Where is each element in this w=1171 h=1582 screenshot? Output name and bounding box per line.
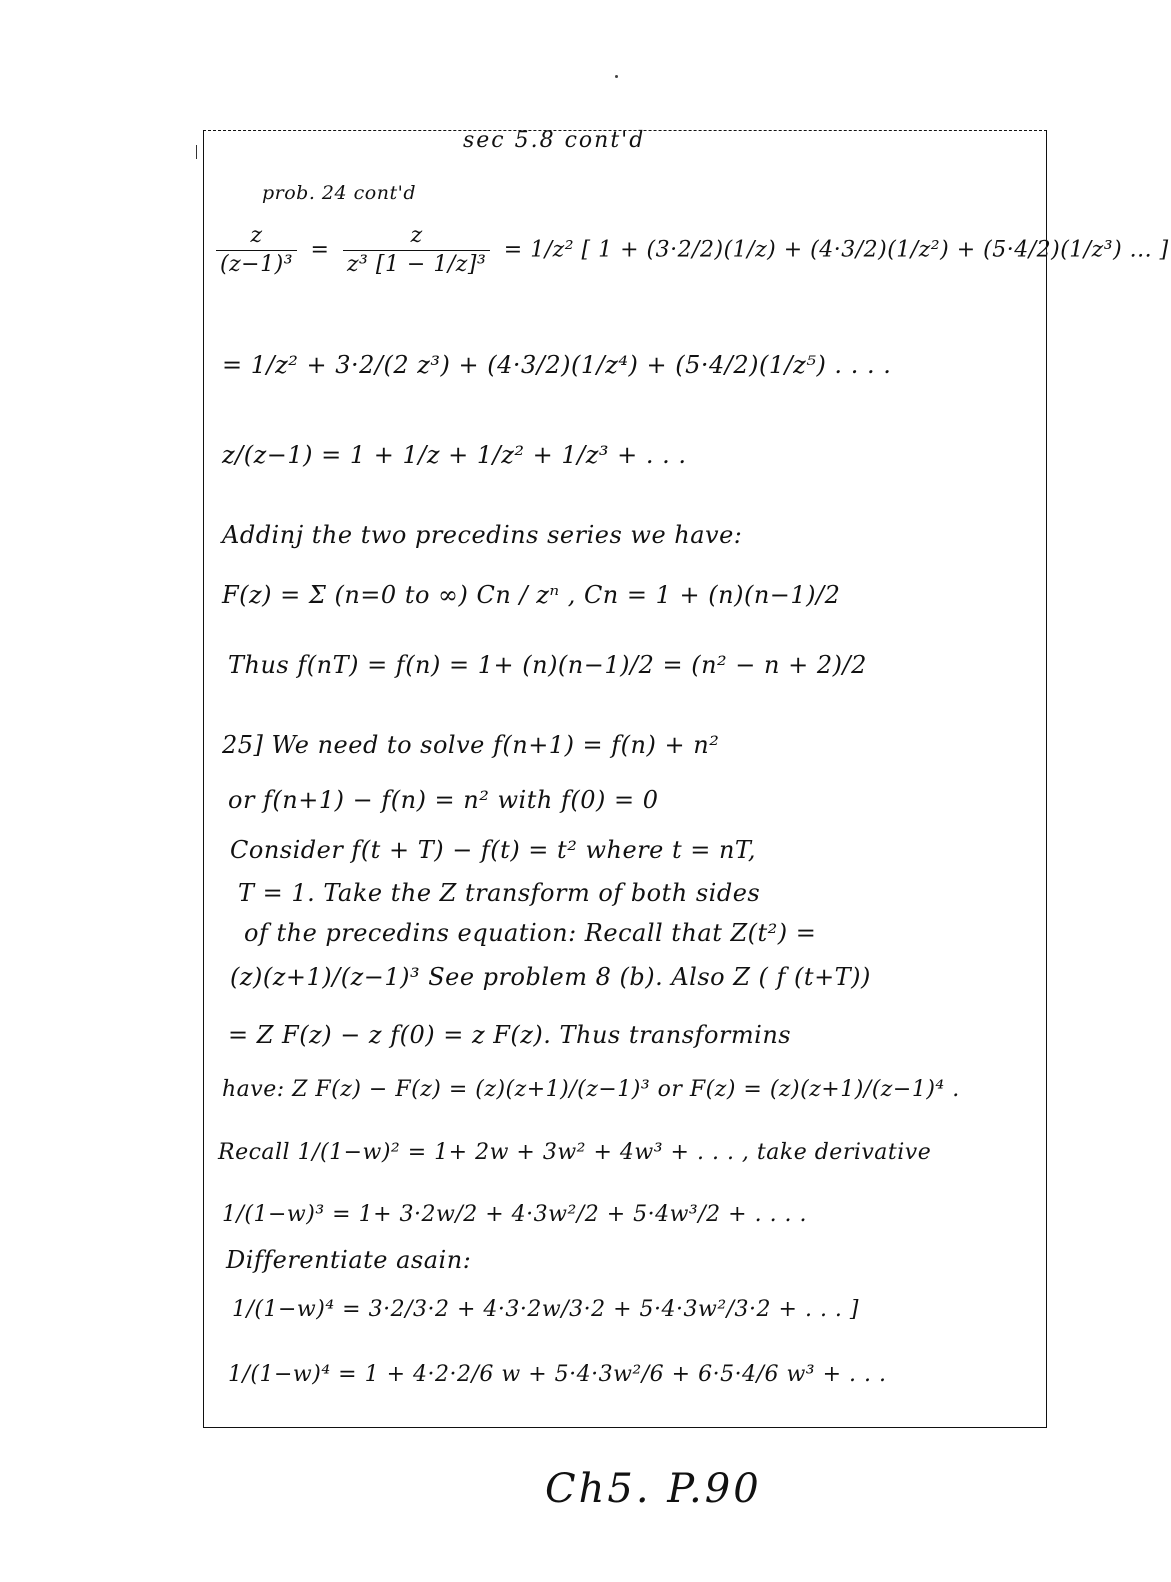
- line-series-one: = 1/z² + 3·2/(2 z³) + (4·3/2)(1/z⁴) + (5·4/2)(1/z⁵) . . . .: [222, 351, 892, 379]
- line-prob-label: prob. 24 cont'd: [262, 182, 416, 204]
- line-recall-series: Recall 1/(1−w)² = 1+ 2w + 3w² + 4w³ + . . . , take derivative: [218, 1140, 932, 1165]
- line-cube-series: 1/(1−w)³ = 1+ 3·2w/2 + 4·3w²/2 + 5·4w³/2 + . . . .: [222, 1202, 808, 1227]
- numerator: z: [216, 222, 297, 251]
- equals-sign: =: [503, 237, 523, 263]
- speck-dot: [615, 75, 618, 78]
- line-series-two: z/(z−1) = 1 + 1/z + 1/z² + 1/z³ + . . .: [222, 441, 687, 469]
- page-frame: [203, 130, 1047, 1428]
- page-header: sec 5.8 cont'd: [463, 128, 646, 153]
- fraction: [216, 222, 297, 279]
- line-expansion: [210, 222, 1169, 279]
- line-differentiate: Differentiate asain:: [226, 1246, 472, 1274]
- line-zf: = Z F(z) − z f(0) = z F(z). Thus transformins: [228, 1021, 792, 1049]
- denominator: (z−1)³: [220, 252, 294, 277]
- line-or: or f(n+1) − f(n) = n² with f(0) = 0: [228, 786, 659, 814]
- equals-sign: =: [310, 237, 330, 263]
- line-fourth-series: 1/(1−w)⁴ = 3·2/3·2 + 4·3·2w/3·2 + 5·4·3w²/3·2 + . . . ]: [232, 1297, 859, 1322]
- line-have: have: Z F(z) − F(z) = (z)(z+1)/(z−1)³ or F(z) = (z)(z+1)/(z−1)⁴ .: [222, 1077, 960, 1102]
- line-fz-sum: F(z) = Σ (n=0 to ∞) Cn / zⁿ , Cn = 1 + (n)(n−1)/2: [222, 581, 841, 609]
- line-recall-z: of the precedins equation: Recall that Z(t²) =: [244, 919, 817, 947]
- line-prob25: 25] We need to solve f(n+1) = f(n) + n²: [222, 731, 720, 759]
- margin-tick: [196, 145, 197, 159]
- line-thus-fn: Thus f(nT) = f(n) = 1+ (n)(n−1)/2 = (n² − n + 2)/2: [228, 651, 867, 679]
- line-final-series: 1/(1−w)⁴ = 1 + 4·2·2/6 w + 5·4·3w²/6 + 6·5·4/6 w³ + . . .: [228, 1362, 887, 1387]
- denominator: z³ [1 − 1/z]³: [346, 252, 487, 277]
- numerator: z: [343, 222, 490, 251]
- fraction: [343, 222, 490, 279]
- expansion-bracket: 1/z² [ 1 + (3·2/2)(1/z) + (4·3/2)(1/z²) + (5·4/2)(1/z³) ... ]: [530, 237, 1169, 263]
- page-footer: Ch5. P.90: [545, 1466, 762, 1512]
- line-z-tsq: (z)(z+1)/(z−1)³ See problem 8 (b). Also Z ( f (t+T)): [230, 963, 871, 991]
- line-take-z: T = 1. Take the Z transform of both sides: [238, 879, 761, 907]
- line-adding: Addinj the two precedins series we have:: [222, 521, 743, 549]
- line-consider: Consider f(t + T) − f(t) = t² where t = nT,: [230, 836, 757, 864]
